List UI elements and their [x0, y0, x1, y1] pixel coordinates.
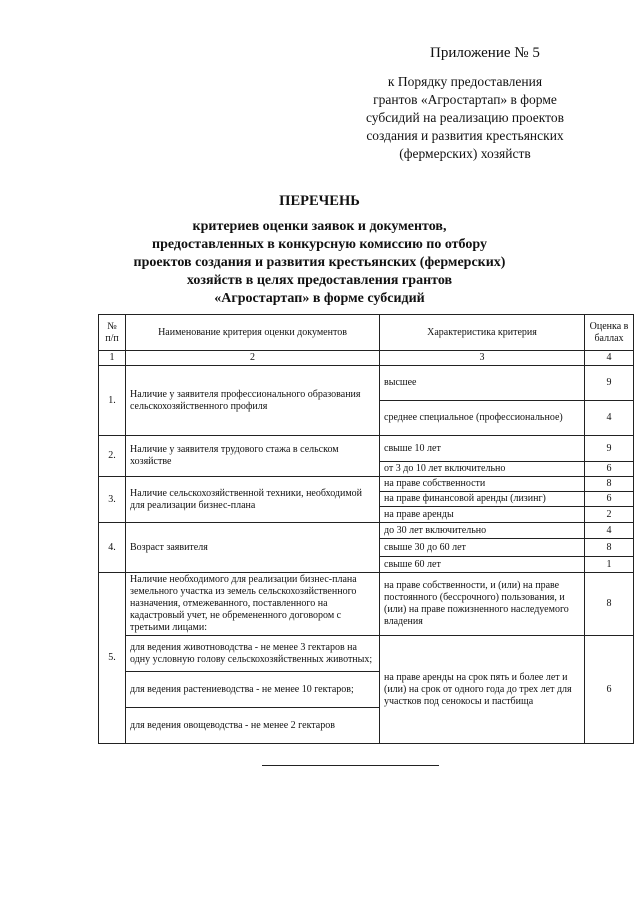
header-number: № п/п	[99, 315, 126, 351]
table-row	[99, 366, 634, 401]
appendix-subtitle-line: создания и развития крестьянских	[366, 128, 564, 143]
column-number: 3	[380, 351, 585, 366]
row-option: свыше 10 лет	[380, 436, 585, 462]
appendix-subtitle	[330, 73, 600, 163]
footer-divider	[262, 765, 439, 766]
row-option: на праве аренды на срок пять и более лет и (или) на срок от одного года до трех лет для участков под сенокосы и пастбища	[380, 636, 585, 744]
row-points: 6	[585, 462, 634, 477]
row-option: среднее специальное (профессиональное)	[380, 401, 585, 436]
row-criterion: Возраст заявителя	[126, 523, 380, 573]
row-points: 4	[585, 401, 634, 436]
document-subtitle-line: «Агростартап» в форме субсидий	[214, 291, 425, 306]
appendix-subtitle-line: к Порядку предоставления	[387, 74, 543, 89]
row-option: на праве финансовой аренды (лизинг)	[380, 492, 585, 507]
row-number: 2.	[99, 436, 126, 477]
row-subcriterion: для ведения животноводства - не менее 3 гектаров на одну условную голову сельскохозяйственных животных;	[126, 636, 380, 672]
row-points: 1	[585, 557, 634, 573]
row-number: 1.	[99, 366, 126, 436]
table-row	[99, 436, 634, 462]
row-number: 5.	[99, 573, 126, 744]
row-option: от 3 до 10 лет включительно	[380, 462, 585, 477]
row-number: 4.	[99, 523, 126, 573]
column-number-row	[99, 351, 634, 366]
row-criterion: Наличие у заявителя профессионального образования сельскохозяйственного профиля	[126, 366, 380, 436]
document-subtitle	[0, 218, 639, 308]
appendix-subtitle-line: субсидий на реализацию проектов	[365, 110, 565, 125]
row-points: 8	[585, 573, 634, 636]
header-criterion: Наименование критерия оценки документов	[126, 315, 380, 351]
row-option: свыше 60 лет	[380, 557, 585, 573]
row-option: до 30 лет включительно	[380, 523, 585, 539]
header-points: Оценка в баллах	[585, 315, 634, 351]
row-number: 3.	[99, 477, 126, 523]
row-criterion: Наличие сельскохозяйственной техники, необходимой для реализации бизнес-плана	[126, 477, 380, 523]
row-subcriterion: для ведения овощеводства - не менее 2 гектаров	[126, 708, 380, 744]
table-row	[99, 573, 634, 636]
column-number: 1	[99, 351, 126, 366]
row-points: 6	[585, 492, 634, 507]
table-row	[99, 636, 634, 672]
appendix-title: Приложение № 5	[430, 45, 540, 61]
criteria-table	[98, 314, 634, 744]
document-subtitle-line: хозяйств в целях предоставления грантов	[186, 273, 453, 288]
row-points: 8	[585, 539, 634, 557]
document-subtitle-line: критериев оценки заявок и документов,	[192, 219, 447, 234]
row-criterion: Наличие у заявителя трудового стажа в сельском хозяйстве	[126, 436, 380, 477]
header-characteristic: Характеристика критерия	[380, 315, 585, 351]
row-points: 9	[585, 436, 634, 462]
row-points: 9	[585, 366, 634, 401]
table-row	[99, 523, 634, 539]
row-subcriterion: для ведения растениеводства - не менее 10 гектаров;	[126, 672, 380, 708]
row-points: 8	[585, 477, 634, 492]
row-option: на праве собственности, и (или) на праве постоянного (бессрочного) пользования, и (или) на праве пожизненного наследуемого владения	[380, 573, 585, 636]
table-header-row	[99, 315, 634, 351]
document-title: ПЕРЕЧЕНЬ	[279, 193, 360, 209]
table-row	[99, 477, 634, 492]
column-number: 4	[585, 351, 634, 366]
row-criterion: Наличие необходимого для реализации бизнес-плана земельного участка из земель сельскохозяйственного назначения, отмежеванного, поставленного на кадастровый учет, не обремененного договором с третьими лицами:	[126, 573, 380, 636]
row-option: на праве собственности	[380, 477, 585, 492]
document-subtitle-line: проектов создания и развития крестьянских (фермерских)	[133, 255, 506, 270]
row-option: свыше 30 до 60 лет	[380, 539, 585, 557]
row-option: на праве аренды	[380, 507, 585, 523]
appendix-subtitle-line: грантов «Агростартап» в форме	[373, 92, 557, 107]
document-subtitle-line: предоставленных в конкурсную комиссию по отбору	[152, 237, 487, 252]
appendix-subtitle-line: (фермерских) хозяйств	[399, 146, 531, 161]
row-option: высшее	[380, 366, 585, 401]
row-points: 4	[585, 523, 634, 539]
column-number: 2	[126, 351, 380, 366]
row-points: 6	[585, 636, 634, 744]
row-points: 2	[585, 507, 634, 523]
